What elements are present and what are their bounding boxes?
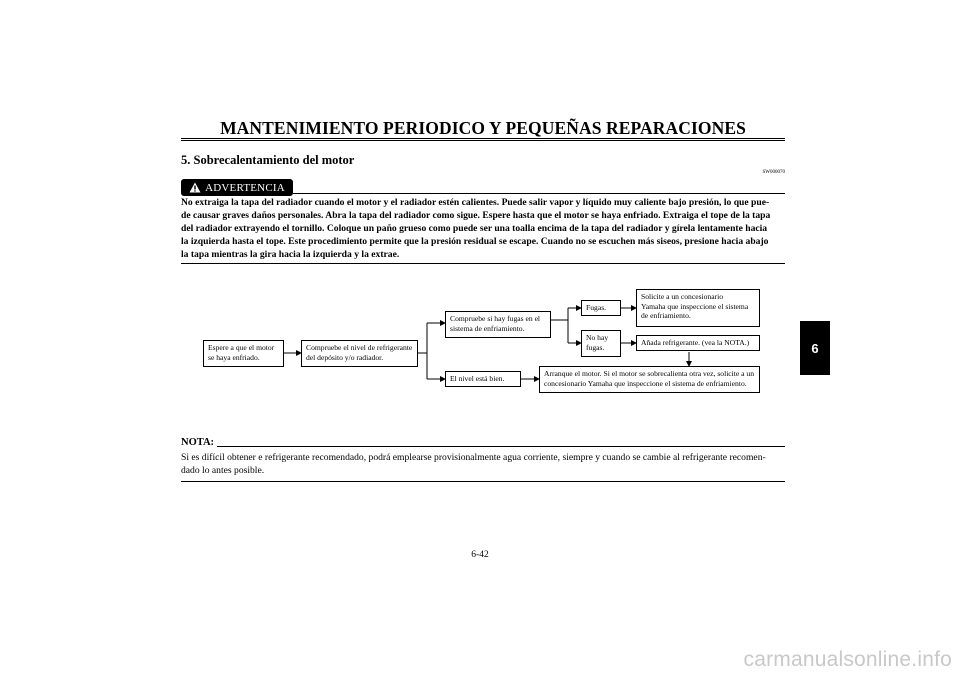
watermark: carmanualsonline.info <box>743 648 952 671</box>
chapter-tab[interactable]: 6 <box>800 321 830 375</box>
warning-label: ADVERTENCIA <box>205 181 285 194</box>
step-level-ok: El nivel está bien. <box>445 371 521 387</box>
warning-text: No extraiga la tapa del radiador cuando el motor y el radiador estén calientes. Puede salir vapor y líquido muy caliente bajo presión, lo que pue- de causar graves daños personales. Abra la tapa del radiador como sigue. Espere hasta que el motor se haya enfriado. Extraiga el tope de la tapa del radiador extrayendo el tornillo. Coloque un paño grueso como puede ser una toalla encima de la tapa del radiador y gírela lentamente hacia la izquierda hasta el tope. Este procedimiento permite que la presión residual se escape. Cuando no se escuchen más siseos, presione hacia abajo la tapa mientras la gira hacia la izquierda y la extrae. <box>181 197 771 260</box>
step-leaks: Fugas. <box>581 300 621 316</box>
nota-text: Si es difícil obtener e refrigerante recomendado, podrá emplearse provisionalmente agua corriente, siempre y cuando se cambie al refrigerante recomen- dado lo antes posible. <box>181 452 766 476</box>
page-number: 6-42 <box>471 550 489 560</box>
warning-rule-bottom <box>181 263 785 264</box>
warning-triangle-icon <box>189 182 201 193</box>
page-title: MANTENIMIENTO PERIODICO Y PEQUEÑAS REPARACIONES <box>220 118 746 138</box>
step-add-coolant: Añada refrigerante. (vea la NOTA.) <box>636 335 760 351</box>
nota-label: NOTA: <box>181 437 215 448</box>
step-wait-cool: Espere a que el motor se haya enfriado. <box>203 340 284 367</box>
warning-rule-top <box>293 193 785 194</box>
step-start-engine: Arranque el motor. Si el motor se sobrecalienta otra vez, solicite a un concesionario Yamaha que inspeccione el sistema de enfriamiento. <box>539 366 760 393</box>
step-check-level: Compruebe el nivel de refrigerante del depósito y/o radiador. <box>301 340 418 367</box>
step-check-leaks: Compruebe si hay fugas en el sistema de enfriamiento. <box>445 311 551 338</box>
step-no-leaks: No hay fugas. <box>581 330 621 357</box>
document-code: SW000070 <box>762 170 785 175</box>
step-dealer-inspect: Solicite a un concesionario Yamaha que inspeccione el sistema de enfriamiento. <box>636 289 760 327</box>
overheating-flowchart <box>181 280 785 400</box>
header-rule-bottom <box>181 140 785 141</box>
warning-badge <box>181 179 293 196</box>
nota-rule-top <box>217 446 785 447</box>
section-title: 5. Sobrecalentamiento del motor <box>181 153 355 167</box>
nota-rule-bottom <box>181 481 785 482</box>
